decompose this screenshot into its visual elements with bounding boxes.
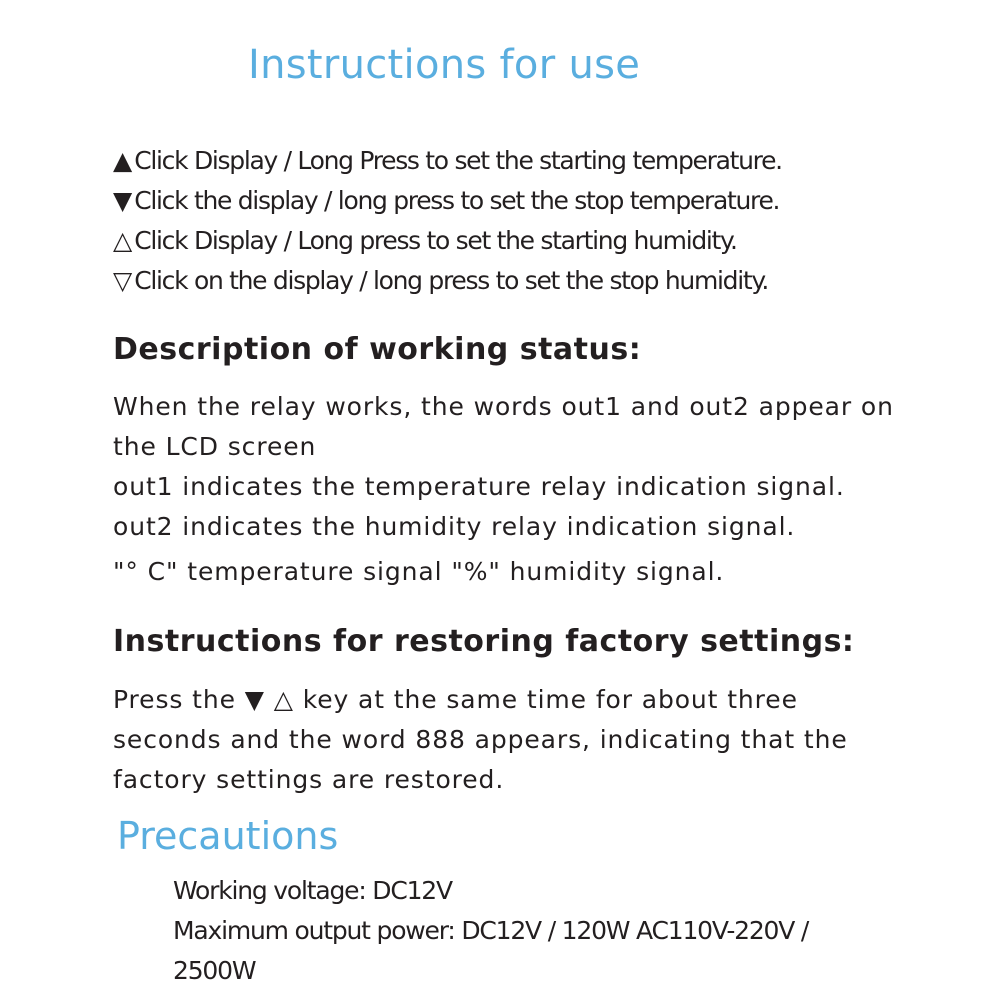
- factory-reset-heading: Instructions for restoring factory settings:: [113, 624, 855, 659]
- working-status-line: out1 indicates the temperature relay indication signal.: [113, 472, 845, 501]
- triangle-up-outline-icon: △: [113, 226, 133, 255]
- working-status-line: "° C" temperature signal "%" humidity signal.: [113, 557, 725, 586]
- triangle-up-outline-icon: △: [273, 685, 294, 714]
- factory-reset-line: [113, 685, 798, 714]
- working-status-line: the LCD screen: [113, 432, 317, 461]
- instruction-text: Click Display / Long press to set the starting humidity.: [134, 226, 737, 255]
- factory-reset-prefix: Press the: [113, 685, 245, 714]
- working-status-line: When the relay works, the words out1 and out2 appear on: [113, 392, 894, 421]
- instruction-down-outline: [113, 266, 768, 295]
- working-status-line: out2 indicates the humidity relay indication signal.: [113, 512, 796, 541]
- precaution-line: Working voltage: DC12V: [173, 876, 452, 905]
- precaution-line: 2500W: [173, 956, 256, 985]
- instruction-up-outline: [113, 226, 737, 255]
- factory-reset-line: seconds and the word 888 appears, indicating that the: [113, 725, 848, 754]
- precaution-line: Maximum output power: DC12V / 120W AC110V-220V /: [173, 916, 809, 945]
- instruction-text: Click Display / Long Press to set the starting temperature.: [134, 146, 782, 175]
- factory-reset-suffix: key at the same time for about three: [293, 685, 798, 714]
- page-title: Instructions for use: [248, 42, 641, 88]
- precautions-heading: Precautions: [117, 814, 339, 858]
- triangle-up-filled-icon: ▲: [113, 146, 133, 175]
- working-status-heading: Description of working status:: [113, 332, 642, 367]
- triangle-down-filled-icon: ▼: [244, 685, 265, 714]
- factory-reset-line: factory settings are restored.: [113, 765, 505, 794]
- triangle-down-filled-icon: ▼: [113, 186, 133, 215]
- triangle-down-outline-icon: ▽: [113, 266, 133, 295]
- instruction-down-filled: [113, 186, 779, 215]
- instruction-text: Click the display / long press to set the stop temperature.: [134, 186, 780, 215]
- instruction-up-filled: [113, 146, 782, 175]
- instruction-text: Click on the display / long press to set the stop humidity.: [134, 266, 768, 295]
